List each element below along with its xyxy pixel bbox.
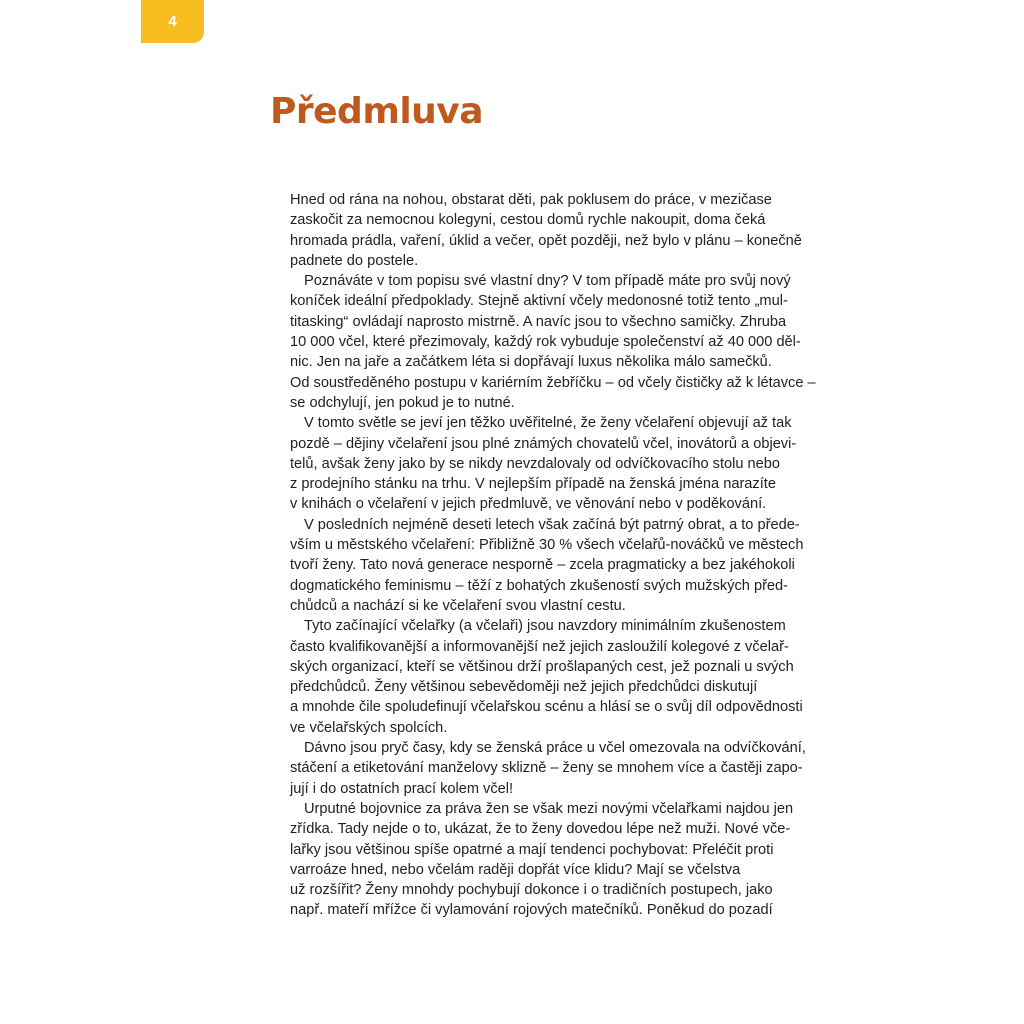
text-line: jují i do ostatních prací kolem včel! [290, 780, 514, 797]
text-line: stáčení a etiketování manželovy sklizně – ženy se mnohem více a častěji zapo- [290, 760, 803, 777]
text-line: lařky jsou většinou spíše opatrné a mají tendenci pochybovat: Přeléčit proti [290, 841, 774, 858]
chapter-title: Předmluva [270, 91, 484, 132]
page-number-tab: 4 [141, 0, 204, 43]
body-text [290, 190, 816, 921]
text-line: 10 000 včel, které přezimovaly, každý rok vybuduje společenství až 40 000 děl- [290, 334, 801, 351]
text-line: ských organizací, kteří se většinou drží prošlapaných cest, jež poznali u svých [290, 658, 794, 675]
text-line: koníček ideální předpoklady. Stejně aktivní včely medonosné totiž tento „mul- [290, 293, 788, 310]
text-line: Tyto začínající včelařky (a včelaři) jsou navzdory minimálním zkušenostem [304, 618, 786, 635]
text-line: a mnohde čile spoludefinují včelařskou scénu a hlásí se o svůj díl odpovědnosti [290, 699, 803, 716]
text-line: z prodejního stánku na trhu. V nejlepším případě na ženská jména narazíte [290, 476, 776, 493]
text-line: padnete do postele. [290, 252, 419, 269]
text-line: často kvalifikovanější a informovanější než jejich zasloužilí kolegové z včelař- [290, 638, 789, 655]
text-line: V tomto světle se jeví jen těžko uvěřitelné, že ženy včelaření objevují až tak [304, 415, 792, 432]
text-line: hromada prádla, vaření, úklid a večer, opět později, než bylo v plánu – konečně [290, 232, 802, 249]
text-line: nic. Jen na jaře a začátkem léta si dopřávají luxus několika málo samečků. [290, 354, 772, 371]
text-line: zřídka. Tady nejde o to, ukázat, že to ženy dovedou lépe než muži. Nové vče- [290, 821, 791, 838]
text-line: vším u městského včelaření: Přibližně 30 % všech včelařů-nováčků ve městech [290, 537, 804, 554]
text-line: předchůdců. Ženy většinou sebevědoměji než jejich předchůdci diskutují [290, 679, 758, 696]
text-line: Poznáváte v tom popisu své vlastní dny? V tom případě máte pro svůj nový [304, 273, 791, 290]
text-line: se odchylují, jen pokud je to nutné. [290, 394, 515, 411]
text-line: Urputné bojovnice za práva žen se však mezi novými včelařkami najdou jen [304, 800, 794, 817]
text-line: pozdě – dějiny včelaření jsou plné známých chovatelů včel, inovátorů a objevi- [290, 435, 797, 452]
text-line: Od soustředěného postupu v kariérním žebříčku – od včely čističky až k létavce – [290, 374, 816, 391]
text-line: chůdců a nachází si ke včelaření svou vlastní cestu. [290, 597, 626, 614]
text-line: varroáze hned, nebo včelám raději dopřát více klidu? Mají se včelstva [290, 861, 741, 878]
text-line: tvoří ženy. Tato nová generace nesporně – zcela pragmaticky a bez jakéhokoli [290, 557, 795, 574]
text-line: Dávno jsou pryč časy, kdy se ženská práce u včel omezovala na odvíčkování, [304, 740, 806, 757]
text-line: telů, avšak ženy jako by se nikdy nevzdalovaly od odvíčkovacího stolu nebo [290, 455, 780, 472]
text-line: zaskočit za nemocnou kolegyni, cestou domů rychle nakoupit, doma čeká [290, 212, 766, 229]
text-line: dogmatického feminismu – těží z bohatých zkušeností svých mužských před- [290, 577, 789, 594]
text-line: už rozšířit? Ženy mnohdy pochybují dokonce i o tradičních postupech, jako [290, 882, 773, 899]
text-line: ve včelařských spolcích. [290, 719, 448, 736]
text-line: titasking“ ovládají naprosto mistrně. A navíc jsou to všechno samičky. Zhruba [290, 313, 787, 330]
text-line: v knihách o včelaření v jejich předmluvě, ve věnování nebo v poděkování. [290, 496, 767, 513]
text-line: např. mateří mřížce či vylamování rojových matečníků. Poněkud do pozadí [290, 902, 773, 919]
text-line: Hned od rána na nohou, obstarat děti, pak poklusem do práce, v mezičase [290, 192, 772, 208]
text-line: V posledních nejméně deseti letech však začíná být patrný obrat, a to přede- [304, 516, 800, 533]
